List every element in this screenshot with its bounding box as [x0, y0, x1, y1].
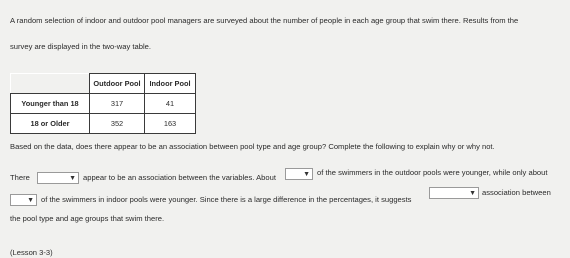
intro-line-1: A random selection of indoor and outdoor pool managers are surveyed about the number of people in each age group that swim there. Results from the: [10, 16, 519, 25]
sentence-part-5: association between: [482, 188, 551, 197]
table-corner: [11, 74, 90, 94]
col-header-outdoor: Outdoor Pool: [90, 74, 145, 94]
sentence-part-4: of the swimmers in indoor pools were younger. Since there is a large difference in the percentages, it suggests: [41, 195, 412, 204]
cell-younger-outdoor: 317: [90, 94, 145, 114]
row-header-younger: Younger than 18: [11, 94, 90, 114]
association-dropdown[interactable]: [37, 172, 79, 184]
sentence-part-2: appear to be an association between the variables. About: [83, 173, 276, 182]
sentence-part-6: the pool type and age groups that swim there.: [10, 214, 165, 223]
association-strength-dropdown[interactable]: [429, 187, 479, 199]
table-row: [11, 114, 196, 134]
indoor-percent-dropdown[interactable]: [10, 194, 37, 206]
sentence-part-3: of the swimmers in the outdoor pools were younger, while only about: [317, 168, 548, 177]
chevron-down-icon: ▼: [69, 175, 76, 182]
chevron-down-icon: ▼: [303, 171, 310, 178]
cell-younger-indoor: 41: [145, 94, 196, 114]
question-text: Based on the data, does there appear to be an association between pool type and age group? Complete the following to explain why or why not.: [10, 142, 495, 151]
intro-line-2: survey are displayed in the two-way table.: [10, 42, 151, 51]
lesson-reference: (Lesson 3-3): [10, 248, 53, 257]
cell-older-indoor: 163: [145, 114, 196, 134]
row-header-older: 18 or Older: [11, 114, 90, 134]
two-way-table: [10, 73, 196, 134]
chevron-down-icon: ▼: [469, 190, 476, 197]
sentence-part-1: There: [10, 173, 30, 182]
table-row: [11, 94, 196, 114]
col-header-indoor: Indoor Pool: [145, 74, 196, 94]
chevron-down-icon: ▼: [27, 197, 34, 204]
outdoor-percent-dropdown[interactable]: [285, 168, 313, 180]
cell-older-outdoor: 352: [90, 114, 145, 134]
